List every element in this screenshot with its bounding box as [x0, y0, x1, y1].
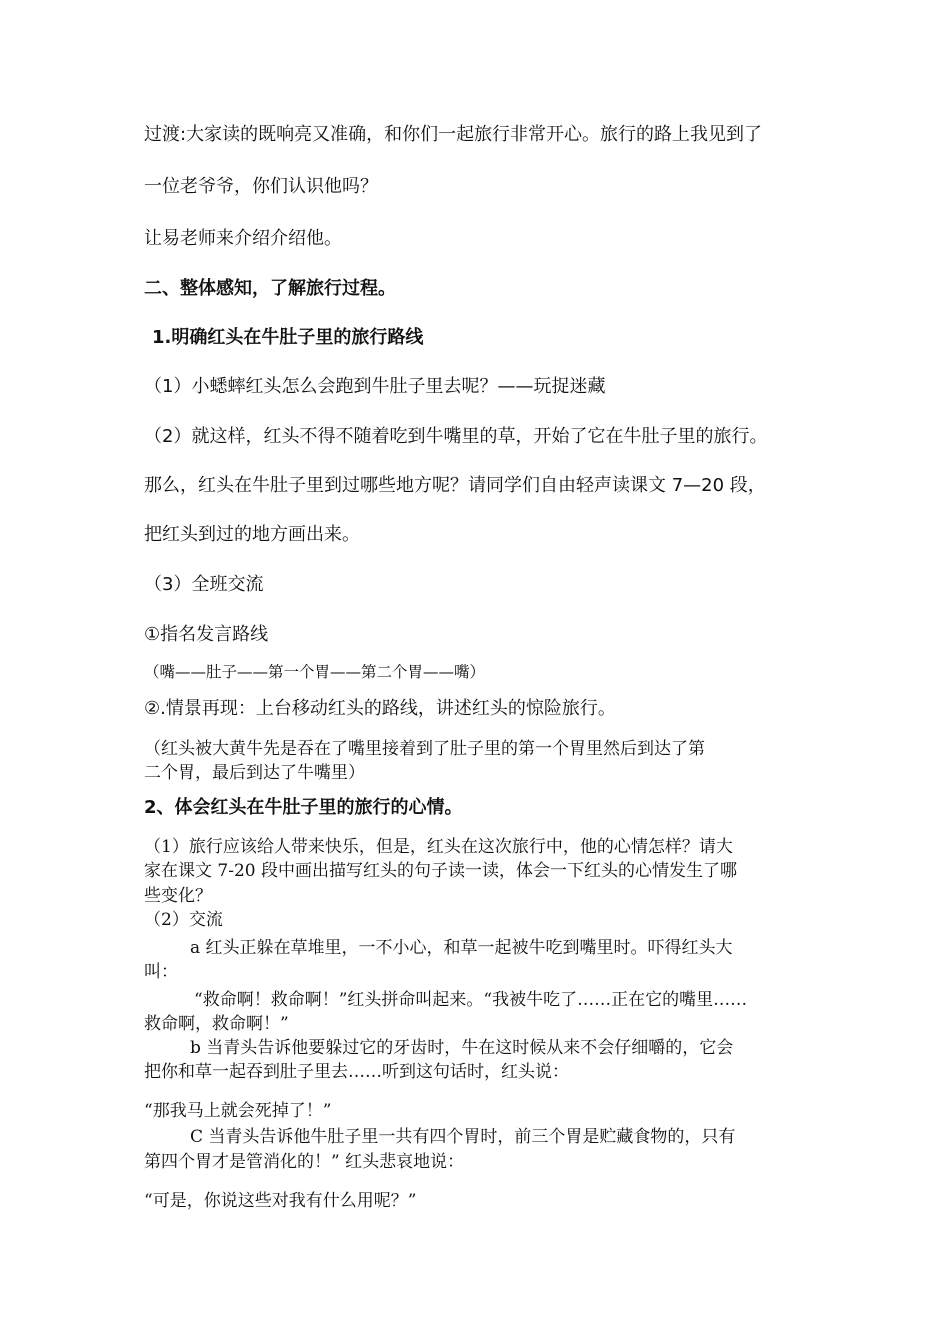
section-heading-2: 二、整体感知，了解旅行过程。	[144, 278, 396, 299]
mood-item-1-line-3: 些变化？	[144, 886, 212, 906]
mood-a-quote-line-2: 救命啊，救命啊！”	[144, 1014, 289, 1034]
route-item-2: （2）就这样，红头不得不随着吃到牛嘴里的草，开始了它在牛肚子里的旅行。	[144, 426, 768, 447]
sub-point-1: ①指名发言路线	[144, 624, 269, 645]
mood-b-quote: “那我马上就会死掉了！”	[144, 1101, 332, 1121]
subheading-route: 1.明确红头在牛肚子里的旅行路线	[152, 327, 424, 348]
mood-b-line-1: b 当青头告诉他要躲过它的牙齿时，牛在这时候从来不会仔细嚼的，它会	[190, 1038, 734, 1058]
mood-item-1-line-2: 家在课文 7-20 段中画出描写红头的句子读一读，体会一下红头的心情发生了哪	[144, 861, 737, 881]
mood-a-quote-line-1: “救命啊！救命啊！”红头拼命叫起来。“我被牛吃了……正在它的嘴里……	[194, 990, 748, 1010]
mood-c-line-2: 第四个胃才是管消化的！” 红头悲哀地说：	[144, 1152, 465, 1172]
subheading-mood: 2、体会红头在牛肚子里的旅行的心情。	[144, 797, 463, 818]
route-question-line-1: 那么，红头在牛肚子里到过哪些地方呢？请同学们自由轻声读课文 7—20 段，	[144, 475, 766, 496]
mood-a-line-1: a 红头正躲在草堆里，一不小心，和草一起被牛吃到嘴里时。吓得红头大	[190, 938, 733, 958]
intro-line: 让易老师来介绍介绍他。	[144, 228, 342, 249]
scene-answer-line-2: 二个胃，最后到达了牛嘴里）	[144, 763, 365, 783]
sub-point-2: ②.情景再现：上台移动红头的路线，讲述红头的惊险旅行。	[144, 698, 616, 719]
mood-item-2: （2）交流	[144, 910, 223, 930]
mood-a-line-2: 叫：	[144, 962, 178, 982]
mood-c-line-1: C 当青头告诉他牛肚子里一共有四个胃时，前三个胃是贮藏食物的，只有	[190, 1127, 736, 1147]
mood-b-line-2: 把你和草一起吞到肚子里去……听到这句话时，红头说：	[144, 1062, 569, 1082]
route-answer: （嘴——肚子——第一个胃——第二个胃——嘴）	[144, 663, 486, 681]
mood-item-1-line-1: （1）旅行应该给人带来快乐，但是，红头在这次旅行中，他的心情怎样？请大	[144, 837, 733, 857]
transition-line-1: 过渡:大家读的既响亮又准确，和你们一起旅行非常开心。旅行的路上我见到了	[144, 124, 763, 145]
scene-answer-line-1: （红头被大黄牛先是吞在了嘴里接着到了肚子里的第一个胃里然后到达了第	[144, 739, 705, 759]
mood-c-quote: “可是，你说这些对我有什么用呢？”	[144, 1191, 417, 1211]
route-item-3: （3）全班交流	[144, 574, 264, 595]
route-item-1: （1）小蟋蟀红头怎么会跑到牛肚子里去呢？——玩捉迷藏	[144, 376, 606, 397]
route-question-line-2: 把红头到过的地方画出来。	[144, 524, 360, 545]
transition-line-2: 一位老爷爷，你们认识他吗？	[144, 176, 378, 197]
